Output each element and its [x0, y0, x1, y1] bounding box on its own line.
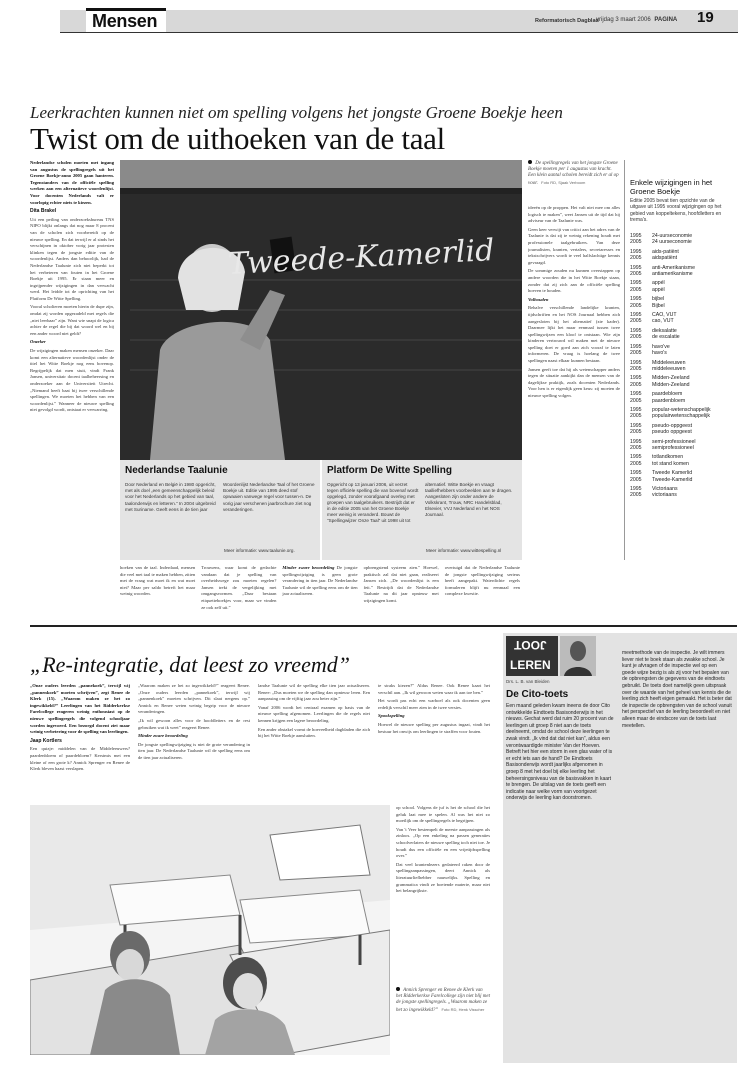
witte-spelling-link: Meer informatie: www.wittespelling.nl	[426, 548, 502, 553]
wijziging-word: popular-wetenschappelijk	[652, 406, 711, 413]
wijziging-pair	[630, 391, 730, 404]
photo1-caption	[528, 160, 620, 187]
wijziging-pair	[630, 249, 730, 262]
wijziging-year: 1995	[630, 327, 642, 334]
date-line	[596, 17, 677, 23]
column-text-1: Een maand geleden kwam ineens de door Cito ontwikkelde Eindtoets Basisonderwijs in het nieuws. Gechat werd dat ruim 20 procent van de leerlingen uit groep 8 niet aan de toets deelneemt, omdat de school deze leerlingen te zwak vindt. „Ik vind dat dat niet kan”, aldus een verontwaardigde minister Van der Hoeven. Betreft het hier een storm in een glas water of is er echt iets aan de hand? De Eindtoets Basisonderwijs wordt jaarlijks afgenomen in groep 8 met het doel bij elke leerling het beheersingsniveau van de basisvakken in kaart te brengen. De uitslag van de toets geeft een indicatie naar welke vorm van voortgezet onderwijs de leerling kan doorstromen.	[506, 703, 614, 802]
wijziging-year: 2005	[630, 476, 642, 483]
wijziging-word: victoriaans	[652, 492, 677, 499]
wijziging-entry	[630, 382, 730, 388]
wijziging-word: antiamerikanisme	[652, 271, 693, 278]
wijziging-year: 2005	[630, 334, 642, 341]
wijziging-word: pseudo oppgeest	[652, 429, 692, 436]
wijziging-word: Midden-Zeeland	[652, 375, 690, 382]
newspaper-name: Reformatorisch Dagblad	[535, 18, 599, 24]
section-title: Mensen	[92, 11, 158, 31]
wijziging-word: Midden-Zeeland	[652, 381, 690, 388]
wijziging-entry	[630, 477, 730, 483]
taalunie-text: Door Nederland en België in 1980 opgericht, met als doel „een gemeenschappelijk beleid voor het Nederlands op het gebied van taal, taalonderwijs en letteren.” In 2004 uitgebreid met Suriname. Geeft eens in de tien jaar Woordenlijst Nederlandse Taal of het Groene Boekje uit. Editie van 1995 deed stof opwaaien vanwege regel voor tussen-n. De vorig jaar verschenen jaarbrochure ziet nog veranderingen.	[125, 482, 315, 512]
wijziging-word: totlandkomen	[652, 454, 684, 461]
wijziging-word: aidspatiënt	[652, 255, 678, 262]
wijziging-year: 2005	[630, 492, 642, 499]
wijziging-word: tot stand komen	[652, 460, 689, 467]
wijziging-word: paardebloem	[652, 391, 683, 398]
article1-column-5: ideeën op de proppen. Het valt niet mee om alles logisch te maken”, weet Jansen uit de tijd dat hij adviseur van de Taalunie was. Geen keer verwijt van critici aan het adres van de Taalunie is dat zij te weinig rekening houdt met professionele taalgebruikers. Van deze journalisten, kranten, vertalers, secretaresses en tekstschrijvers wordt te veel halfslachtige kennis gevraagd. De sommige zouden nu kunnen overstappen op andere woorden die in het Witte Boekje staan, zonder dat zij zich aan de officiële spelling hoeven te houden. Volhouden Behalve verschillende landelijke kranten, tijdschriften en het NOS Journaal hebben zich aangesloten bij het alternatief (zie kader). Daarmee lijkt het maar eenmaal tussen twee spellingwijzen een kloof te ontstaan. Wie zijn kinderen vertrouwd wil maken met de nieuwe spelling doet er goed aan zich vooraf te laten informeren. De vraag is hoelang de twee spellingen naast elkaar kunnen bestaan. Jansen geeft toe dat hij als wetenschapper anders tegen de situatie aankijkt dan de mensen van de dagelijkse praktijk, zoals docenten Nederlands. Voor hen is er eigenlijk geen keus: zij moeten de nieuwe spelling volgen.	[528, 205, 620, 399]
wijziging-word: havo's	[652, 350, 667, 357]
masthead-rule	[60, 32, 738, 33]
wijziging-entry	[630, 429, 730, 435]
column-logo-bottom: LEREN	[510, 658, 551, 672]
wijziging-year: 1995	[630, 406, 642, 413]
wijziging-pair	[630, 312, 730, 325]
article1-column-1: Nederlandse scholen moeten met ingang van augustus de spellingregels uit het Groene Boekje-anno 2005 gaan hanteren. Tegenstanders van de officiële spelling werken aan een alternatieve woordenlijst. Voor docenten Nederlands valt er voorlopig echter niets te kiezen. Dita Brakel Uit een peiling van onderzoeksbureau TNS NIPO blijkt onlangs dat nog maar 8 procent van de scholen zich voorbereidt op de nieuwe spelling. En dat terwijl er al sinds het verschijnen in oktober vorig jaar protesten klinken tegen de jongste editie van de woordenlijst. Anders dan behoorlijk, had de Nederlandse Taalunie zich niet beperkt tot het verbeteren van fouten in het Groene Boekje uit 1995. Er staan meer en ingrijpender wijzigingen in dan verwacht werd. Het leidde tot de oprichting van het Platform De Witte Spelling. Vooral scholieren moeten hierin de dupe zijn, omdat zij worden opgezadeld met regels die „niet leerbaar” zijn. Want wie snapt de logica achter de regel die bij dat woord wel en bij een ander woord niet geldt? Onzeker De wijzigingen maken mensen onzeker. Daar komt een alternatieve woordenlijst onder de titel het Witte Boekje nog eens bovenop. Begrijpelijk dat men stuit, vindt Frank Jansen, universitair docent taalbeheersing en onderzoeker aan de Universiteit Utrecht. „Niemand heeft baat bij twee verschillende spellingen. We moeten het hebben van een woordenlijst.” Wanneer de nieuwe spelling niet gevolgd wordt, ontstaat er verwarring.	[30, 160, 114, 413]
article2-column-3: landse Taalunie wil de spelling elke tien jaar actualiseren. Renee: „Dus moeten we de spelling dan opnieuw leren. Een aanpassing om de vijftig jaar zou beter zijn.” Vanaf 2006 wordt het centraal examen op basis van de nieuwe spelling afgenomen. Leerlingen die de regels niet kennen krijgen een lagere beoordeling. Een ander obstakel vormt de hoeveelheid dagbladen die zich bij het Witte Boekje aansluiten.	[258, 683, 370, 739]
wijziging-pair	[630, 454, 730, 467]
wijziging-year: 1995	[630, 233, 642, 239]
photo1-credit: Foto RD, Sjaak Verboom	[541, 179, 586, 185]
wijziging-entry	[630, 413, 730, 419]
wijziging-word: Bijbel	[652, 302, 665, 309]
wijziging-word: Tweede Kamerlid	[652, 470, 693, 477]
article1-byline: Dita Brakel	[30, 208, 57, 215]
wijziging-entry	[630, 492, 730, 498]
taalunie-title: Nederlandse Taalunie	[125, 465, 228, 476]
wijziging-word: havo've	[652, 343, 670, 350]
wijziging-year: 1995	[630, 296, 642, 303]
witte-spelling-box	[322, 460, 522, 560]
subhead-volhouden: Volhouden	[528, 296, 549, 302]
wijziging-year: 2005	[630, 271, 642, 278]
wijziging-year: 1995	[630, 438, 642, 445]
wijziging-year: 1995	[630, 280, 642, 287]
author-portrait	[560, 636, 596, 676]
article-separator	[30, 625, 737, 627]
wijziging-year: 2005	[630, 413, 642, 420]
witte-spelling-title: Platform De Witte Spelling	[327, 465, 452, 476]
wijziging-word: appél	[652, 280, 665, 287]
sidebar-rule	[624, 160, 625, 560]
column-logo	[506, 636, 558, 676]
subhead-onzeker: Onzeker	[30, 339, 46, 345]
wijziging-word: populairwetenschappelijk	[652, 413, 710, 420]
wijziging-word: dieksalatte	[652, 327, 677, 334]
wijziging-entry	[630, 445, 730, 451]
wijziging-pair	[630, 470, 730, 483]
wijziging-word: aids-patiënt	[652, 248, 679, 255]
wijziging-entry	[630, 366, 730, 372]
wijziging-word: paardenbloem	[652, 397, 686, 404]
wijziging-entry	[630, 318, 730, 324]
wijziging-entry	[630, 239, 730, 245]
wijziging-year: 1995	[630, 454, 642, 461]
wijziging-year: 2005	[630, 318, 642, 325]
taalunie-link: Meer informatie: www.taalunie.org.	[224, 548, 295, 553]
bullet-icon	[528, 160, 532, 164]
wijziging-year: 2005	[630, 460, 642, 467]
wijziging-year: 2005	[630, 239, 642, 246]
wijziging-year: 2005	[630, 365, 642, 372]
wijziging-year: 1995	[630, 248, 642, 255]
wijziging-entry	[630, 461, 730, 467]
wijziging-pair	[630, 328, 730, 341]
wijziging-pair	[630, 360, 730, 373]
wijziging-pair	[630, 486, 730, 499]
sidebar-title: Enkele wijzigingen in het Groene Boekje	[630, 178, 713, 196]
wijziging-pair	[630, 344, 730, 357]
wijziging-word: semiprofessioneel	[652, 444, 694, 451]
column-title: De Cito-toets	[506, 689, 569, 700]
wijziging-year: 2005	[630, 397, 642, 404]
article2-column-4: te straks kiezen?” Aldus Renee. Ook Renee kaart het verschil aan. „Ik wil gewoon weten waar ik aan toe ben.” Het wordt pas echt een warboel als ook docenten geen redelijk verschil meer zien in de twee versies. Spookspelling Hoewel de nieuwe spelling per augustus ingaat, vindt het bestuur het onwijs om leerlingen te straffen voor fouten.	[378, 683, 490, 734]
wijziging-year: 2005	[630, 255, 642, 262]
article1-kicker: Leerkrachten kunnen niet om spelling volgens het jongste Groene Boekje heen	[30, 103, 563, 122]
article1-intro: Nederlandse scholen moeten met ingang van augustus de spellingregels uit het Groene Boekje-anno 2005 gaan hanteren. Tegenstanders van de officiële spelling werken aan een alternatieve woordenlijst. Voor docenten Nederlands valt er voorlopig echter niets te kiezen.	[30, 160, 114, 205]
article2-headline: „Re-integratie, dat leest zo vreemd”	[30, 652, 350, 677]
date: vrijdag 3 maart 2006	[596, 17, 651, 23]
wijziging-pair	[630, 375, 730, 388]
wijziging-year: 1995	[630, 375, 642, 382]
taalunie-box	[120, 460, 320, 560]
wijziging-entry	[630, 350, 730, 356]
wijziging-word: Middeleeuwen	[652, 359, 686, 366]
article2-intro: „Onze ouders leerden „pannekoek”, terwijl wij „pannenkoek” moeten schrijven”, zegt Renee de Klerk (15). „Waarom maken ze het zo ingewikkeld?” Leerlingen van het Ridderkerkse Farelcollege reageren weinig enthousiast op de nieuwe spellingregels die volgend schooljaar worden ingevoerd. Een bezorgd docent ziet maar weinig verbetering voor de spelling van leerlingen.	[30, 683, 130, 735]
wijziging-year: 2005	[630, 444, 642, 451]
wijziging-word: cao, VUT	[652, 318, 674, 325]
wijziging-pair	[630, 423, 730, 436]
witte-spelling-text: Opgericht op 13 januari 2006, uit verzet tegen officiële spelling die van bovenaf wordt opgelegd, zonder voorafgaand overleg met groepen van taalgebruikers. Bestrijdt dat er in de editie 2005 van het Groene Boekje meer weinig is veranderd. Bouwt de "Spellingwijzer Onze Taal" uit 1998 uit tot alternatief. Witte Boekje en vraagt taalliefhebbers voorbeelden aan te dragen. Aangesloten zijn onder andere de Volkskrant, Trouw, NRC Handelsblad, Elsevier, VVJ Nederland en het NOS Journaal.	[327, 482, 513, 523]
wijziging-word: 24 uurseconomie	[652, 239, 692, 246]
wijziging-entry	[630, 303, 730, 309]
wijziging-year: 2005	[630, 381, 642, 388]
subhead-spookspelling: Spookspelling	[378, 713, 405, 719]
wijziging-word: CAO, VUT	[652, 312, 677, 319]
photo1-caption-text: De spellingregels van het jongste Groene Boekje moeten per 1 augustus van kracht. Een klein aantal scholen bereidt zich er al op voor.	[528, 161, 619, 186]
subhead-minder-2: Minder zware beoordeling	[138, 733, 188, 739]
article2-byline: Jaap Kortlers	[30, 737, 62, 744]
wijziging-pair	[630, 439, 730, 452]
wijziging-word: de escalatie	[652, 334, 680, 341]
wijziging-pair	[630, 407, 730, 420]
photo2-caption-text: Annick Sprenger en Renee de Klerk van het Ridderkerkse Farelcollege zijn niet blij met de jongste spellingregels. „Waarom maken ze het zo ingewikkeld?”	[396, 988, 490, 1013]
article1-bottom-text: hoeken van de taal. Inderdaad, mensen die veel met taal te maken hebben, zitten met de vraag wat moet ik en wat moet niet? Maar per saldo betreft het maar weinig woorden. Trouwens, waar komt de gedachte vandaan dat je spelling van overheidswege zou moeten regelen? Jansen trekt de vergelijking met omgangsvormen. „Daar bestaan etiquetteboekjes voor, maar we vinden ze ook zelf uit.” Minder zware beoordeling De jongste spellingwijziging is geen grote verandering in tien jaar. De Nederlandse Taalunie wil de spelling eens om de tien jaar actualiseren. opbrengstend systeem zien.” Hoewel, praktisch zal dat niet gaan, realiseert Jansen zich. „De woordenlijst is een feit.” Bestrijdt dat de Nederlandse Taalunie na dit jaar opnieuw met wijzigingen komt. overtuigd dat de Nederlandse Taalunie de jongste spellingwijziging serieus heeft aangepakt. Waterdichte regels formuleren blijft nu eenmaal een complexe kwestie.	[120, 565, 520, 610]
column-text-2: meetmethode van de inspectie. Je wilt immers liever niet te boek staan als zwakke school. Je kunt je afvragen of de inspectie wel op een goede wijze bezig is als zij voor het bepalen van de opbrengsten de gegevens van de eindtoets gebruikt. De toets doet namelijk geen uitspraak over de waarde van het geheel van kennis die de leerling zich heeft eigen gemaakt. Het is beter dat de inspectie de opbrengsten van de school vanuit het perspectief van de leerling beoordeelt en niet alleen maar de eindscore van de toets laat meetellen.	[622, 650, 732, 729]
sidebar-intro: Editie 2005 bevat tien opzichte van de uitgave uit 1995 vooral wijzigingen op het gebied van koppeltekens, hoofdletters en trema's.	[630, 198, 722, 224]
wijziging-year: 2005	[630, 350, 642, 357]
wijziging-year: 1995	[630, 264, 642, 271]
wijziging-word: bijbel	[652, 296, 665, 303]
photo2-caption	[396, 987, 490, 1014]
wijziging-year: 1995	[630, 470, 642, 477]
wijziging-entry	[630, 255, 730, 261]
wijziging-pair	[630, 233, 730, 246]
wijziging-pair	[630, 265, 730, 278]
wijziging-word: semi-professioneel	[652, 438, 696, 445]
article2-column-5: op school. Volgens de juf is het de school die het geluk laat mee te spelen. Al was het niet zo moeilijk om de spellingregels te begrijpen. Van 't Veer bestempelt de meeste aanpassingen als zinloos. „Op een enkeling na passen generaties schoolverlaters de nieuwe spelling toch niet toe. Je houdt dus een officiële en een vrijetijdsspelling over.” Dat veel krantenlezers gedateerd raken door de spellingaanpassingen, deert Annick als literatuurliefhebber nauwelijks. Spelling en grammatica vindt ze boeiende materie, maar niet het belangrijkste.	[396, 805, 490, 894]
wijziging-entry	[630, 271, 730, 277]
wijziging-year: 1995	[630, 486, 642, 492]
wijziging-entry	[630, 398, 730, 404]
column-author: Drs. L. B. van Bleiden	[506, 679, 550, 684]
classroom-photo	[30, 805, 390, 1055]
wijziging-entry	[630, 287, 730, 293]
wijziging-entry	[630, 334, 730, 340]
chalkboard-photo	[120, 160, 522, 460]
article2-column-1: „Onze ouders leerden „pannekoek”, terwijl wij „pannenkoek” moeten schrijven”, zegt Renee de Klerk (15). „Waarom maken ze het zo ingewikkeld?” Leerlingen van het Ridderkerkse Farelcollege reageren weinig enthousiast op de nieuwe spellingregels die volgend schooljaar worden ingevoerd. Een bezorgd docent ziet maar weinig verbetering voor de spelling van leerlingen. Jaap Kortlers Een quizje: middelen van de Middeleeuwers? paardenbloem of paardebloem? Kerstmis met een kleine of een grote k? Annick Sprenger en Renee de Klerk bleven haast verslapen.	[30, 683, 130, 772]
article1-headline: Twist om de uithoeken van de taal	[30, 121, 445, 156]
column-logo-top: JOOT	[514, 638, 547, 652]
wijziging-word: pseudo-oppgeest	[652, 422, 693, 429]
wijziging-pair	[630, 296, 730, 309]
subhead-minder: Minder zware beoordeling	[282, 565, 335, 570]
bullet-icon-2	[396, 987, 400, 991]
wijziging-word: 24-uurseconomie	[652, 233, 693, 239]
wijziging-word: middeleeuwen	[652, 365, 686, 372]
photo2-credit: Foto RD, Henk Visscher	[441, 1006, 485, 1012]
wijziging-year: 1995	[630, 391, 642, 398]
wijziging-year: 2005	[630, 429, 642, 436]
wijziging-year: 1995	[630, 359, 642, 366]
article2-column-2: „Waarom maken ze het zo ingewikkeld?” reageert Renee. „Onze ouders leerden „pannekoek”, terwijl wij „pannenkoek” moeten schrijven. Dit slaat nergens op.” Annick en Renee weten weinig begrip voor de nieuwe veranderingen. „Ik wil gewoon alles voor de hoofdletters en de rest gebruiken wat ik weet” reageert Renee. Minder zware beoordeling De jongste spellingwijziging is niet de grote verandering in tien jaar. De Nederlandse Taalunie wil de spelling eens om de tien jaar actualiseren.	[138, 683, 250, 760]
wijziging-year: 1995	[630, 422, 642, 429]
chalkboard-text: Tweede-Kamerlid	[227, 233, 496, 282]
wijziging-word: anti-Amerikanisme	[652, 264, 695, 271]
page-number: 19	[697, 9, 714, 26]
page-label: PAGINA	[654, 17, 678, 23]
wijziging-word: Victoriaans	[652, 486, 678, 492]
wijziging-year: 1995	[630, 312, 642, 319]
wijziging-pair	[630, 280, 730, 293]
sidebar-list	[630, 233, 730, 502]
wijziging-year: 1995	[630, 343, 642, 350]
wijziging-word: Tweede-Kamerlid	[652, 476, 693, 483]
wijziging-year: 2005	[630, 286, 642, 293]
wijziging-word: appèl	[652, 286, 665, 293]
wijziging-year: 2005	[630, 302, 642, 309]
